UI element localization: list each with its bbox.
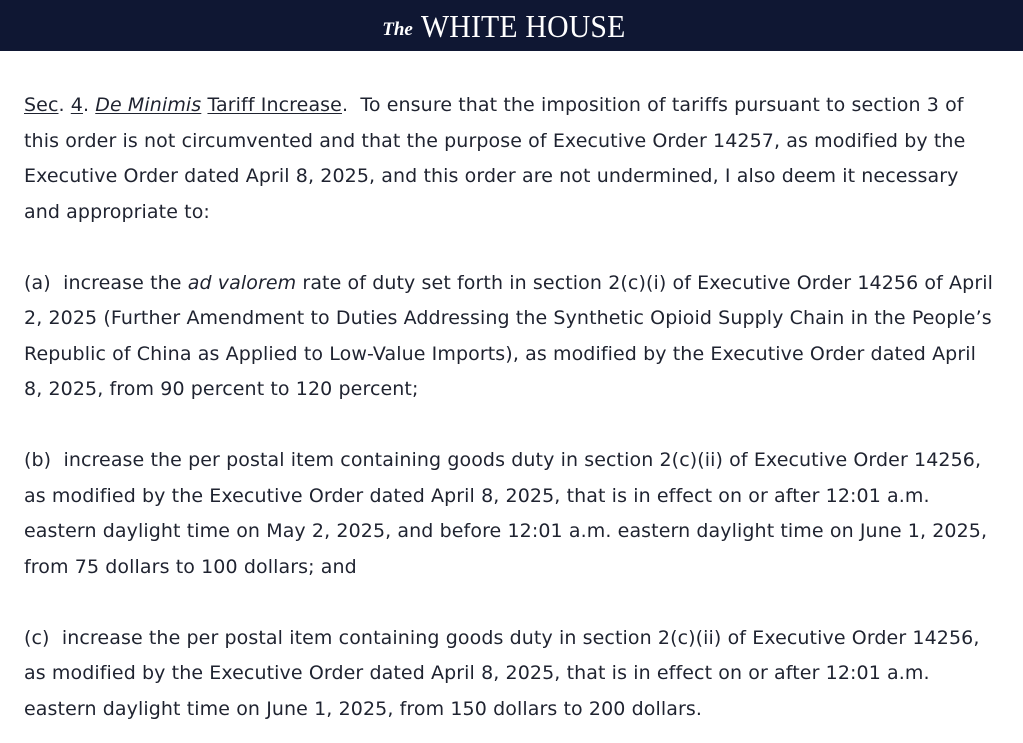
section-title-dot: . [341,94,349,116]
section-label-dot: . [58,94,65,116]
brand-the: The [382,18,413,40]
section-intro-text: To ensure that the imposition of tariffs pursuant to section 3 of this order is not circumvented and that the purpose of Executive Order 14257, as modified by the Executive Order dated April 8, 2025, and this order are not undermined, I also deem it necessary and appropriate to: [24,94,966,223]
item-b-label: (b) [24,449,52,471]
item-a-paragraph [24,266,999,408]
section-title: Tariff Increase [207,94,342,116]
item-a-text-after: rate of duty set forth in section 2(c)(i) of Executive Order 14256 of April 2, 2025 (Further Amendment to Duties Addressing the Synthetic Opioid Supply Chain in the People’s Republic of China as Applied to Low-Value Imports), as modified by the Executive Order dated April 8, 2025, from 90 percent to 120 percent; [24,271,993,400]
section-4-intro-paragraph [24,51,999,230]
item-c-paragraph [24,621,999,728]
item-c-text: increase the per postal item containing goods duty in section 2(c)(ii) of Executive Order 14256, as modified by the Executive Order dated April 8, 2025, that is in effect on or after 12:01 a.m. eastern daylight time on June 1, 2025, from 150 dollars to 200 dollars. [24,626,980,720]
item-a-text-before: increase the [63,271,182,294]
item-c-label: (c) [24,626,50,649]
section-number: 4 [70,94,83,116]
item-b-paragraph [24,443,999,585]
white-house-logo-link[interactable] [382,7,641,44]
section-number-dot: . [82,94,90,116]
item-b-text: increase the per postal item containing goods duty in section 2(c)(ii) of Executive Order 14256, as modified by the Executive Order dated April 8, 2025, that is in effect on or after 12:01 a.m. eastern daylight time on May 2, 2025, and before 12:01 a.m. eastern daylight time on June 1, 2025, from 75 dollars to 100 dollars; and [24,449,988,578]
section-label: Sec [24,94,59,116]
article-body [0,51,1023,727]
brand-name: WHITE HOUSE [420,7,626,44]
site-header [0,0,1023,51]
item-a-label: (a) [24,271,51,294]
section-title-italic: De Minimis [95,94,202,116]
item-a-text-italic: ad valorem [187,271,297,294]
